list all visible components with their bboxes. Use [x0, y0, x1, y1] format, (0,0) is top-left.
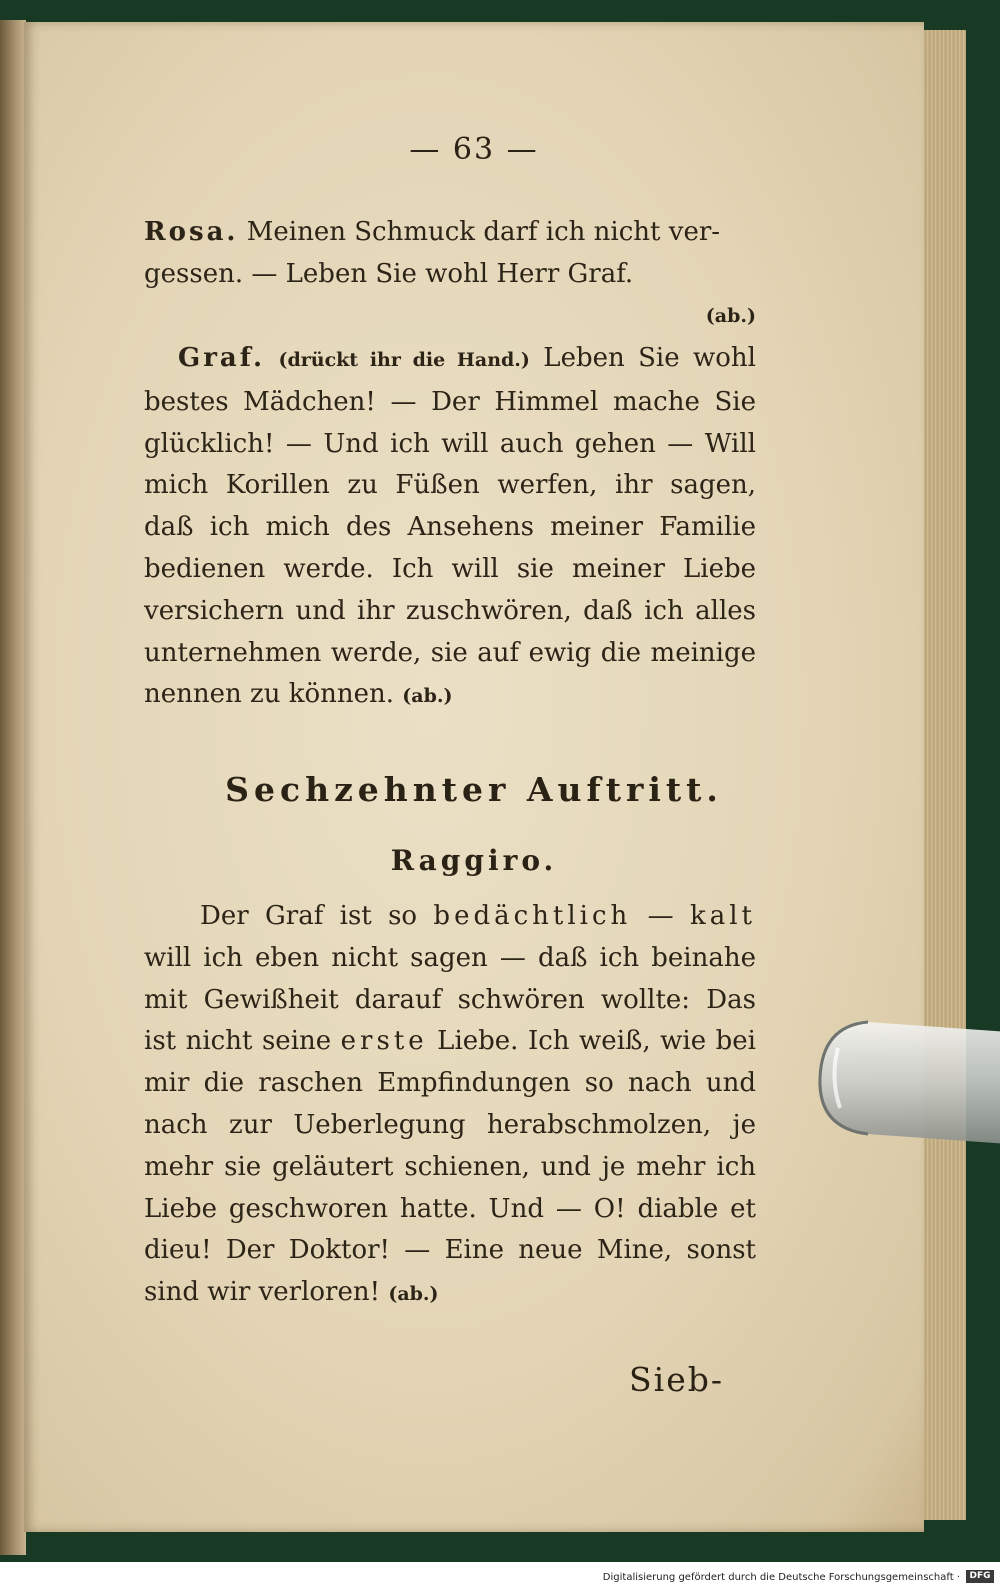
speaker-graf: Graf.: [178, 343, 266, 373]
footer-bar: [0, 1562, 1000, 1592]
graf-exit: (ab.): [402, 685, 453, 708]
raggiro-emph-c: erste: [340, 1026, 428, 1057]
graf-text: Leben Sie wohl bestes Mädchen! — Der Himmel mache Sie glücklich! — Und ich will auch gehen — Will mich Korillen zu Füßen werfen, ihr sagen, daß ich mich des Ansehens meiner Familie bedienen werde. Ich will sie meiner Liebe versichern und ihr zuschwören, daß ich alles unternehmen werde, sie auf ewig die meinige nennen zu können.: [144, 343, 756, 710]
book-page: [24, 22, 924, 1532]
page-number: — 63 —: [409, 132, 539, 167]
paragraph-raggiro: [144, 896, 756, 1316]
raggiro-text-b: —: [631, 901, 690, 931]
left-page-edge: [0, 20, 26, 1555]
dfg-logo: DFG: [966, 1570, 994, 1583]
paragraph-rosa: [144, 212, 756, 337]
raggiro-exit: (ab.): [388, 1283, 439, 1306]
graf-direction: (drückt ihr die Hand.): [278, 349, 530, 371]
raggiro-emph-b: kalt: [689, 901, 756, 931]
character-heading: Raggiro.: [390, 844, 558, 877]
raggiro-text-a: Der Graf ist so: [200, 901, 434, 931]
footer-credit: Digitalisierung gefördert durch die Deutsche Forschungsgemeinschaft ·: [602, 1572, 960, 1583]
raggiro-text-d: Liebe. Ich weiß, wie bei mir die raschen Empfindungen so nach und nach zur Ueberlegung herabschmolzen, je mehr sie geläutert schienen, und je mehr ich Liebe geschworen hatte. Und — O! diable et dieu! Der Doktor! — Eine neue Mine, sonst sind wir verloren!: [144, 1026, 756, 1308]
rosa-line-1: Meinen Schmuck darf ich nicht ver-: [238, 217, 721, 247]
catchword: Sieb-: [629, 1360, 724, 1399]
rosa-line-2: gessen. — Leben Sie wohl Herr Graf.: [144, 258, 634, 289]
rosa-exit: (ab.): [705, 304, 756, 327]
paragraph-graf: [144, 338, 756, 718]
page-clip-image: [808, 1018, 1000, 1150]
scene-heading: Sechzehnter Auftritt.: [225, 770, 723, 809]
raggiro-emph-a: bedächtlich: [433, 901, 632, 931]
speaker-rosa: Rosa.: [144, 217, 239, 247]
raggiro-text-c: will ich eben nicht sagen — daß ich beinahe mit Gewißheit darauf schwören wollte: Das ist nicht seine: [144, 942, 756, 1057]
